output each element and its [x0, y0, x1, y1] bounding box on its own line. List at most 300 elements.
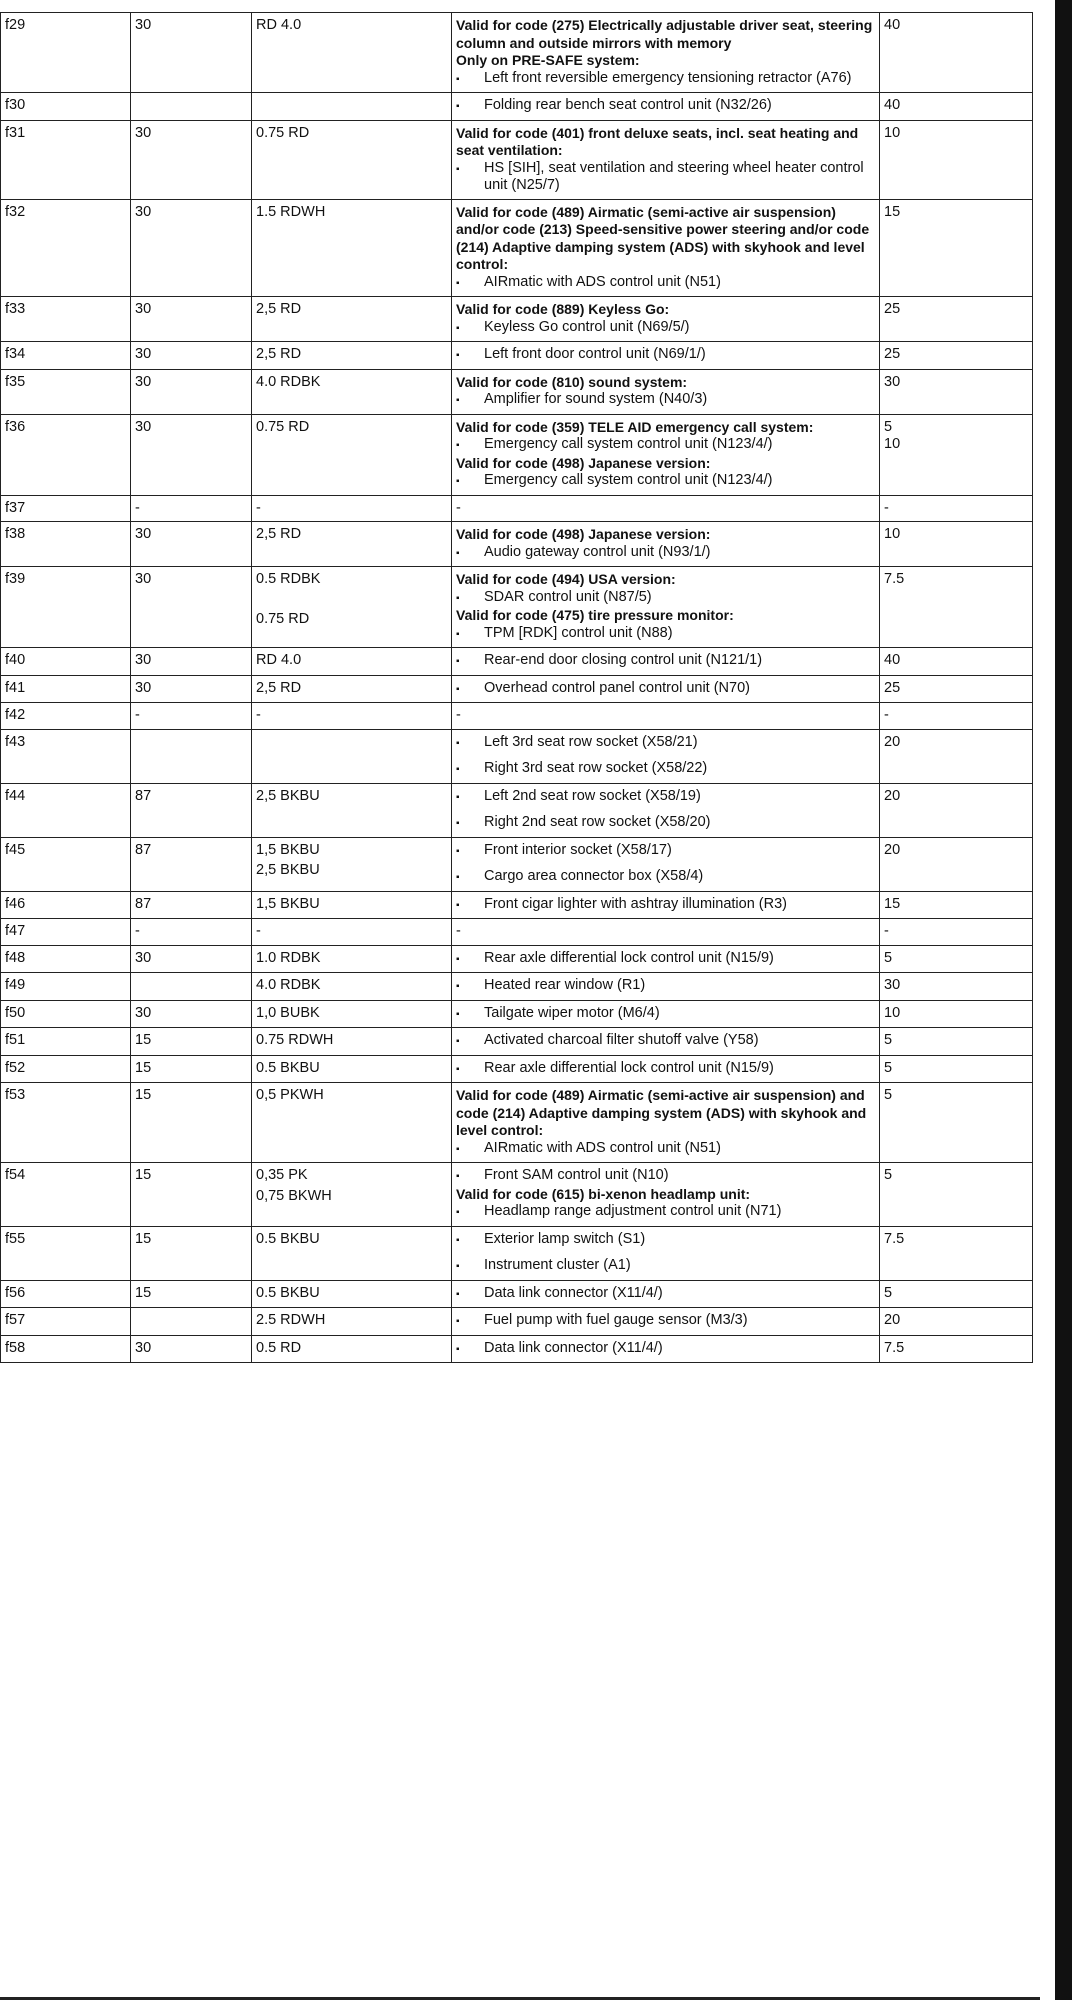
fuse-row — [1, 973, 1033, 1001]
consumer-item-text: Rear axle differential lock control unit (N15/9) — [484, 949, 774, 966]
terminal-value: 15 — [135, 1230, 152, 1247]
amperage-value: 5 — [884, 418, 893, 435]
amperage-cell — [880, 1163, 1033, 1227]
fuse-number: f38 — [5, 526, 26, 542]
consumer-item-text: Folding rear bench seat control unit (N32/26) — [484, 97, 772, 113]
consumer-item-text: Audio gateway control unit (N93/1/) — [484, 543, 711, 560]
terminal-value: 87 — [135, 895, 152, 912]
bullet-icon: ▪ — [456, 1261, 460, 1272]
fuse-row — [1, 1280, 1033, 1308]
amperage-cell — [880, 414, 1033, 495]
wire-value: 0.75 RDWH — [256, 1032, 334, 1048]
bullet-icon: ▪ — [456, 1036, 460, 1047]
amperage-cell — [880, 1055, 1033, 1083]
wire-value: 2,5 RD — [256, 526, 302, 542]
terminal-cell — [131, 1308, 252, 1336]
fuse-number: f37 — [5, 499, 26, 516]
amperage-value: 10 — [884, 436, 901, 452]
amperage-cell — [880, 522, 1033, 567]
amperage-value: 25 — [884, 301, 901, 317]
fuse-cell — [1, 567, 131, 648]
consumer-item-text: Data link connector (X11/4/) — [484, 1284, 663, 1301]
fuse-row — [1, 1163, 1033, 1227]
terminal-cell — [131, 522, 252, 567]
fuse-number: f31 — [5, 124, 26, 141]
fuse-number: f48 — [5, 949, 26, 966]
terminal-cell — [131, 120, 252, 199]
terminal-value: 30 — [135, 346, 152, 362]
consumer-item-text: Emergency call system control unit (N123/4/) — [484, 436, 773, 452]
consumer-item-text: Left 2nd seat row socket (X58/19) — [484, 787, 701, 804]
bullet-icon: ▪ — [456, 1234, 460, 1246]
fuse-cell — [1, 1000, 131, 1028]
consumer-cell — [452, 891, 880, 919]
wire-value: 4.0 RDBK — [256, 373, 321, 390]
fuse-row — [1, 495, 1033, 522]
wire-value: 1.5 RDWH — [256, 203, 326, 220]
bullet-icon: ▪ — [456, 737, 460, 749]
fuse-row — [1, 1308, 1033, 1336]
terminal-value: 30 — [135, 203, 152, 220]
fuse-row — [1, 369, 1033, 414]
consumer-item — [456, 346, 876, 365]
wire-cell — [252, 729, 452, 783]
wire-value: 0.5 BKBU — [256, 1230, 320, 1247]
fuse-number: f36 — [5, 418, 26, 435]
wire-value: 0.75 RD — [256, 610, 310, 627]
terminal-cell — [131, 297, 252, 342]
fuse-number: f55 — [5, 1230, 26, 1247]
amperage-value: 30 — [884, 373, 901, 390]
consumer-item — [456, 1312, 876, 1331]
wire-cell — [252, 199, 452, 297]
bullet-icon: ▪ — [456, 1171, 460, 1182]
consumer-cell — [452, 567, 880, 648]
terminal-value: 30 — [135, 1004, 152, 1021]
terminal-value: - — [135, 499, 140, 516]
wire-cell — [252, 1308, 452, 1336]
consumer-item-text: TPM [RDK] control unit (N88) — [484, 624, 673, 641]
amperage-cell — [880, 120, 1033, 199]
fuse-cell — [1, 93, 131, 121]
consumer-item-text: AIRmatic with ADS control unit (N51) — [484, 1139, 721, 1156]
fuse-number: f32 — [5, 203, 26, 220]
fuse-number: f30 — [5, 97, 26, 113]
consumer-item — [456, 1167, 876, 1186]
fuse-cell — [1, 783, 131, 837]
wire-cell — [252, 120, 452, 199]
amperage-value: 25 — [884, 346, 901, 362]
consumer-item-text: Cargo area connector box (X58/4) — [484, 868, 704, 884]
terminal-value: 30 — [135, 652, 152, 668]
consumer-item-text: Rear-end door closing control unit (N121/1) — [484, 652, 763, 668]
consumer-item — [456, 274, 876, 293]
wire-value: 0.75 RD — [256, 124, 310, 141]
amperage-value: 15 — [884, 895, 901, 912]
consumer-item-text: Emergency call system control unit (N123/4/) — [484, 472, 773, 488]
fuse-number: f52 — [5, 1059, 26, 1076]
wire-value: - — [256, 707, 261, 723]
consumer-item — [456, 652, 876, 671]
consumer-item-text: Rear axle differential lock control unit (N15/9) — [484, 1059, 774, 1076]
amperage-value: 20 — [884, 841, 901, 858]
terminal-cell — [131, 783, 252, 837]
terminal-cell — [131, 729, 252, 783]
validity-heading: Valid for code (475) tire pressure monitor: — [456, 607, 734, 623]
amperage-cell — [880, 837, 1033, 891]
consumer-item-text: Heated rear window (R1) — [484, 977, 646, 993]
fuse-cell — [1, 120, 131, 199]
amperage-cell — [880, 973, 1033, 1001]
consumer-item — [456, 1285, 876, 1304]
terminal-value: 30 — [135, 301, 152, 317]
validity-heading: Valid for code (275) Electrically adjustable driver seat, steering column and outside mirrors with memory — [456, 17, 873, 51]
consumer-item — [456, 1060, 876, 1079]
consumer-item-text: Left front reversible emergency tensioning retractor (A76) — [484, 69, 852, 86]
wire-cell — [252, 297, 452, 342]
fuse-cell — [1, 891, 131, 919]
amperage-cell — [880, 297, 1033, 342]
terminal-value: 30 — [135, 418, 152, 435]
fuse-row — [1, 675, 1033, 703]
terminal-value: - — [135, 707, 140, 723]
fuse-row — [1, 297, 1033, 342]
amperage-value: 20 — [884, 787, 901, 804]
consumer-item-text: Headlamp range adjustment control unit (N71) — [484, 1203, 782, 1219]
consumer-item-text: Keyless Go control unit (N69/5/) — [484, 318, 690, 335]
fuse-row — [1, 783, 1033, 837]
amperage-value: 40 — [884, 97, 901, 113]
wire-cell — [252, 648, 452, 676]
wire-value: 0,35 PK — [256, 1167, 308, 1183]
terminal-cell — [131, 1028, 252, 1056]
wire-value: 1,5 BKBU — [256, 895, 320, 912]
fuse-row — [1, 1028, 1033, 1056]
fuse-cell — [1, 342, 131, 370]
consumer-item-text: AIRmatic with ADS control unit (N51) — [484, 273, 721, 290]
consumer-cell — [452, 1226, 880, 1280]
wire-value: RD 4.0 — [256, 17, 302, 33]
consumer-cell — [452, 1280, 880, 1308]
terminal-value: 30 — [135, 1339, 152, 1356]
consumer-item — [456, 625, 876, 644]
fuse-row — [1, 945, 1033, 973]
consumer-cell — [452, 369, 880, 414]
consumer-cell — [452, 93, 880, 121]
consumer-item — [456, 1340, 876, 1359]
fuse-number: f50 — [5, 1004, 26, 1021]
amperage-cell — [880, 675, 1033, 703]
fuse-row — [1, 522, 1033, 567]
terminal-cell — [131, 919, 252, 946]
amperage-value: 5 — [884, 1087, 893, 1103]
fuse-table — [0, 12, 1033, 1363]
terminal-value: 30 — [135, 679, 152, 696]
validity-heading: Valid for code (401) front deluxe seats, incl. seat heating and seat ventilation: — [456, 124, 859, 158]
amperage-value: 5 — [884, 1284, 893, 1301]
wire-cell — [252, 522, 452, 567]
amperage-cell — [880, 1226, 1033, 1280]
wire-cell — [252, 919, 452, 946]
amperage-value: - — [884, 923, 889, 939]
terminal-cell — [131, 1163, 252, 1227]
wire-cell — [252, 973, 452, 1001]
consumer-cell — [452, 342, 880, 370]
amperage-cell — [880, 648, 1033, 676]
consumer-text: - — [456, 707, 461, 723]
fuse-number: f41 — [5, 679, 26, 696]
consumer-item — [456, 1140, 876, 1159]
consumer-cell — [452, 495, 880, 522]
fuse-cell — [1, 13, 131, 93]
fuse-cell — [1, 1226, 131, 1280]
wire-cell — [252, 1226, 452, 1280]
fuse-cell — [1, 1308, 131, 1336]
fuse-number: f56 — [5, 1284, 26, 1301]
fuse-cell — [1, 729, 131, 783]
consumer-cell — [452, 414, 880, 495]
consumer-item — [456, 589, 876, 608]
fuse-cell — [1, 648, 131, 676]
terminal-value: 30 — [135, 124, 152, 141]
consumer-item — [456, 868, 876, 887]
amperage-cell — [880, 919, 1033, 946]
bullet-icon: ▪ — [456, 1063, 460, 1075]
amperage-cell — [880, 369, 1033, 414]
consumer-item — [456, 436, 876, 455]
bullet-icon: ▪ — [456, 277, 460, 289]
consumer-cell — [452, 783, 880, 837]
fuse-row — [1, 199, 1033, 297]
fuse-number: f42 — [5, 707, 26, 723]
wire-value: 2,5 BKBU — [256, 787, 320, 804]
amperage-cell — [880, 1335, 1033, 1363]
consumer-cell — [452, 1083, 880, 1163]
fuse-cell — [1, 369, 131, 414]
wire-value: 2,5 RD — [256, 346, 302, 362]
fuse-cell — [1, 199, 131, 297]
terminal-cell — [131, 13, 252, 93]
terminal-value: 15 — [135, 1167, 152, 1183]
consumer-item-text: Right 3rd seat row socket (X58/22) — [484, 760, 708, 776]
fuse-number: f46 — [5, 895, 26, 912]
wire-value: 4.0 RDBK — [256, 977, 321, 993]
terminal-value: - — [135, 923, 140, 939]
fuse-number: f57 — [5, 1312, 26, 1328]
fuse-number: f53 — [5, 1087, 26, 1103]
terminal-value: 87 — [135, 787, 152, 804]
consumer-item-text: Exterior lamp switch (S1) — [484, 1230, 646, 1247]
bullet-icon: ▪ — [456, 1008, 460, 1020]
terminal-value: 30 — [135, 526, 152, 542]
amperage-value: - — [884, 707, 889, 723]
amperage-cell — [880, 1308, 1033, 1336]
amperage-value: - — [884, 499, 889, 516]
amperage-value: 20 — [884, 1312, 901, 1328]
validity-heading: Valid for code (615) bi-xenon headlamp unit: — [456, 1185, 751, 1202]
amperage-value: 40 — [884, 17, 901, 33]
wire-value: 0.5 BKBU — [256, 1284, 320, 1301]
bullet-icon: ▪ — [456, 764, 460, 775]
terminal-value: 30 — [135, 949, 152, 966]
fuse-cell — [1, 919, 131, 946]
fuse-number: f54 — [5, 1167, 26, 1183]
fuse-cell — [1, 973, 131, 1001]
fuse-row — [1, 703, 1033, 730]
consumer-item — [456, 472, 876, 491]
wire-cell — [252, 342, 452, 370]
consumer-item — [456, 1203, 876, 1222]
consumer-item — [456, 160, 876, 195]
wire-cell — [252, 414, 452, 495]
amperage-value: 7.5 — [884, 571, 905, 587]
fuse-number: f33 — [5, 301, 26, 317]
wire-value: 2,5 RD — [256, 301, 302, 317]
terminal-cell — [131, 93, 252, 121]
consumer-item-text: Right 2nd seat row socket (X58/20) — [484, 814, 711, 830]
amperage-value: 40 — [884, 652, 901, 668]
wire-cell — [252, 891, 452, 919]
amperage-cell — [880, 945, 1033, 973]
fuse-row — [1, 891, 1033, 919]
bullet-icon: ▪ — [456, 350, 460, 361]
consumer-item — [456, 680, 876, 699]
wire-value: 0,5 PKWH — [256, 1087, 324, 1103]
amperage-value: 5 — [884, 949, 893, 966]
fuse-row — [1, 729, 1033, 783]
validity-heading: Valid for code (498) Japanese version: — [456, 454, 711, 471]
wire-value: 2,5 RD — [256, 679, 302, 696]
terminal-cell — [131, 495, 252, 522]
wire-cell — [252, 495, 452, 522]
terminal-cell — [131, 414, 252, 495]
amperage-value: 25 — [884, 679, 901, 696]
fuse-cell — [1, 1028, 131, 1056]
bullet-icon: ▪ — [456, 1143, 460, 1155]
fuse-number: f58 — [5, 1339, 26, 1356]
fuse-row — [1, 1055, 1033, 1083]
consumer-item — [456, 788, 876, 807]
consumer-cell — [452, 837, 880, 891]
bullet-icon: ▪ — [456, 476, 460, 487]
wire-value: 2,5 BKBU — [256, 862, 320, 878]
wire-value: 0,75 BKWH — [256, 1187, 332, 1204]
fuse-row — [1, 648, 1033, 676]
bullet-icon: ▪ — [456, 953, 460, 965]
wire-cell — [252, 1335, 452, 1363]
bullet-icon: ▪ — [456, 1316, 460, 1327]
validity-heading: Only on PRE-SAFE system: — [456, 52, 640, 68]
amperage-cell — [880, 13, 1033, 93]
terminal-cell — [131, 1226, 252, 1280]
consumer-item-text: Amplifier for sound system (N40/3) — [484, 391, 708, 407]
fuse-cell — [1, 297, 131, 342]
fuse-row — [1, 13, 1033, 93]
terminal-value: 30 — [135, 17, 152, 33]
fuse-cell — [1, 945, 131, 973]
wire-value: 1,0 BUBK — [256, 1004, 320, 1021]
fuse-cell — [1, 703, 131, 730]
fuse-number: f29 — [5, 17, 26, 33]
fuse-number: f43 — [5, 733, 26, 750]
terminal-cell — [131, 1083, 252, 1163]
consumer-item-text: Instrument cluster (A1) — [484, 1257, 631, 1273]
wire-value: 0.5 RD — [256, 1339, 302, 1356]
validity-heading: Valid for code (489) Airmatic (semi-active air suspension) and/or code (213) Speed-sensitive power steering and/or code (214) Adaptive damping system (ADS) with skyhook and level control: — [456, 203, 870, 272]
fuse-cell — [1, 414, 131, 495]
terminal-cell — [131, 1280, 252, 1308]
bullet-icon: ▪ — [456, 628, 460, 640]
consumer-item — [456, 950, 876, 969]
consumer-cell — [452, 199, 880, 297]
bullet-icon: ▪ — [456, 322, 460, 334]
terminal-cell — [131, 342, 252, 370]
terminal-cell — [131, 1000, 252, 1028]
page-edge-bar — [1055, 0, 1072, 2000]
consumer-item — [456, 70, 876, 89]
fuse-cell — [1, 495, 131, 522]
consumer-item-text: Front cigar lighter with ashtray illumination (R3) — [484, 895, 787, 912]
bullet-icon: ▪ — [456, 547, 460, 559]
amperage-value: 10 — [884, 124, 901, 141]
consumer-item — [456, 760, 876, 779]
bullet-icon: ▪ — [456, 872, 460, 883]
consumer-cell — [452, 945, 880, 973]
bullet-icon: ▪ — [456, 981, 460, 992]
wire-value: - — [256, 499, 261, 516]
consumer-item-text: Front interior socket (X58/17) — [484, 841, 672, 858]
fuse-row — [1, 120, 1033, 199]
consumer-item-text: Activated charcoal filter shutoff valve (Y58) — [484, 1032, 759, 1048]
wire-value: 1.0 RDBK — [256, 949, 321, 966]
wire-cell — [252, 1055, 452, 1083]
terminal-value: 15 — [135, 1032, 152, 1048]
wire-cell — [252, 1280, 452, 1308]
wire-value: 0.5 RDBK — [256, 571, 321, 587]
fuse-number: f35 — [5, 373, 26, 390]
terminal-value: 30 — [135, 373, 152, 390]
bullet-icon: ▪ — [456, 899, 460, 911]
amperage-cell — [880, 729, 1033, 783]
consumer-cell — [452, 675, 880, 703]
amperage-cell — [880, 495, 1033, 522]
amperage-value: 30 — [884, 977, 901, 993]
wire-cell — [252, 675, 452, 703]
bullet-icon: ▪ — [456, 1288, 460, 1300]
terminal-cell — [131, 1335, 252, 1363]
fuse-number: f45 — [5, 841, 26, 858]
fuse-row — [1, 93, 1033, 121]
terminal-cell — [131, 891, 252, 919]
consumer-item — [456, 814, 876, 833]
amperage-cell — [880, 703, 1033, 730]
consumer-item — [456, 842, 876, 861]
consumer-cell — [452, 522, 880, 567]
consumer-item — [456, 1032, 876, 1051]
terminal-cell — [131, 675, 252, 703]
terminal-cell — [131, 1055, 252, 1083]
terminal-cell — [131, 837, 252, 891]
bullet-icon: ▪ — [456, 440, 460, 451]
terminal-value: 87 — [135, 841, 152, 858]
wire-value: - — [256, 923, 261, 939]
wire-cell — [252, 703, 452, 730]
terminal-cell — [131, 567, 252, 648]
consumer-cell — [452, 1055, 880, 1083]
consumer-cell — [452, 13, 880, 93]
fuse-number: f49 — [5, 977, 26, 993]
bullet-icon: ▪ — [456, 163, 460, 175]
